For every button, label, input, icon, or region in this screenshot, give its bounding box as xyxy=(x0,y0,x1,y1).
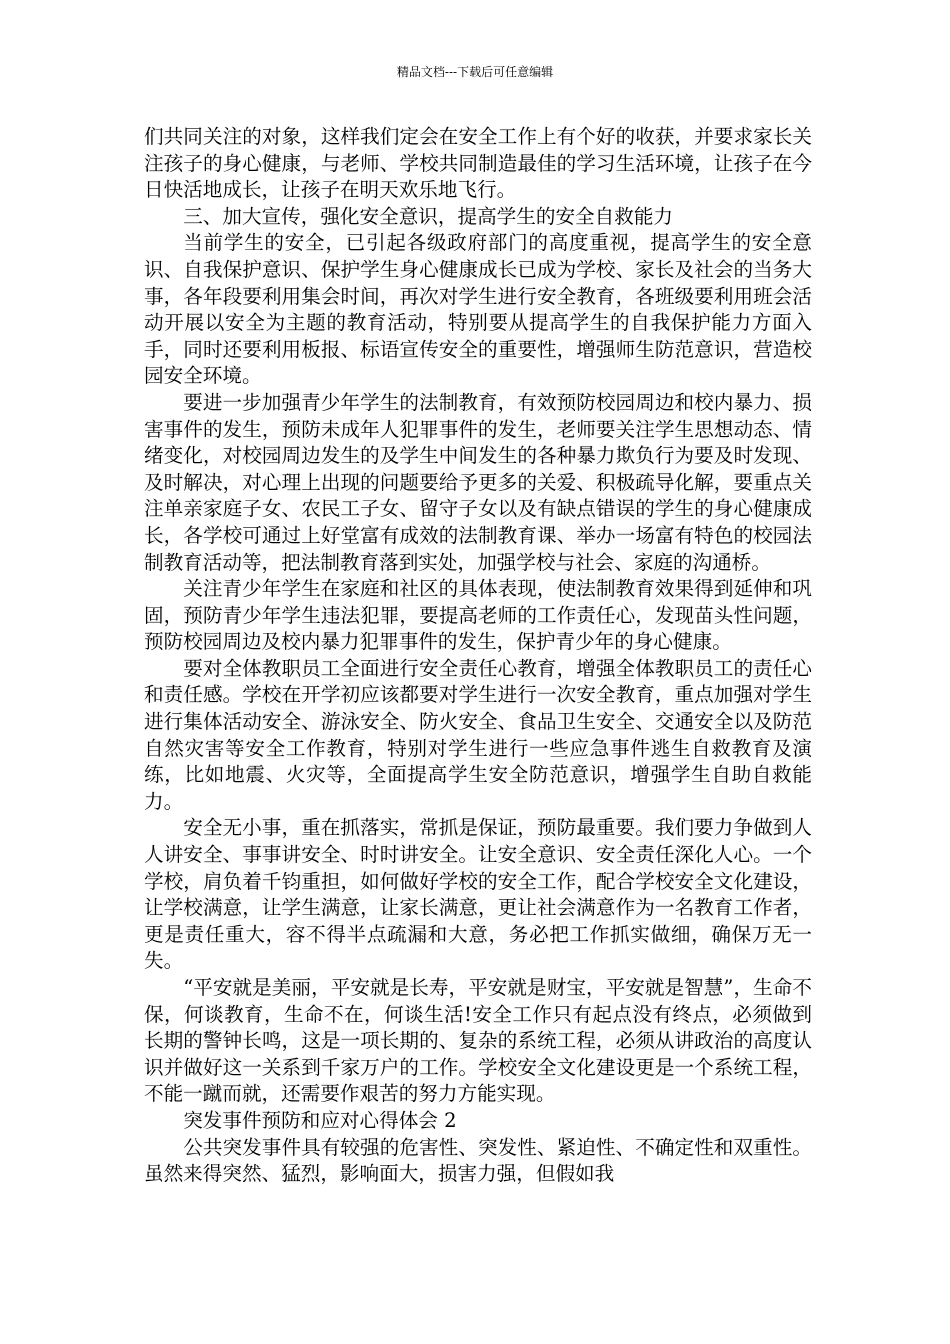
paragraph: 要进一步加强青少年学生的法制教育，有效预防校园周边和校内暴力、损害事件的发生，预防未成年人犯罪事件的发生，老师要关注学生思想动态、情绪变化，对校园周边发生的及学生中间发生的各种暴力欺负行为要及时发现、及时解决，对心理上出现的问题要给予更多的关爱、积极疏导化解，要重点关注单亲家庭子女、农民工子女、留守子女以及有缺点错误的学生的身心健康成长，各学校可通过上好堂富有成效的法制教育课、举办一场富有特色的校园法制教育活动等，把法制教育落到实处，加强学校与社会、家庭的沟通桥。 xyxy=(144,390,812,574)
page-header: 精品文档---下载后可任意编辑 xyxy=(396,65,554,79)
section-heading: 三、加大宣传，强化安全意识，提高学生的安全自救能力 xyxy=(183,204,674,228)
paragraph: 关注青少年学生在家庭和社区的具体表现，使法制教育效果得到延伸和巩固，预防青少年学生违法犯罪，要提高老师的工作责任心，发现苗头性问题，预防校园周边及校内暴力犯罪事件的发生，保护青少年的身心健康。 xyxy=(144,577,812,654)
paragraph: 要对全体教职员工全面进行安全责任心教育，增强全体教职员工的责任心和责任感。学校在开学初应该都要对学生进行一次安全教育，重点加强对学生进行集体活动安全、游泳安全、防火安全、食品卫生安全、交通安全以及防范自然灾害等安全工作教育，特别对学生进行一些应急事件逃生自救教育及演练，比如地震、火灾等，全面提高学生安全防范意识，增强学生自助自救能力。 xyxy=(144,656,812,813)
paragraph: 公共突发事件具有较强的危害性、突发性、紧迫性、不确定性和双重性。虽然来得突然、猛烈，影响面大，损害力强，但假如我 xyxy=(144,1135,812,1186)
paragraph: 安全无小事，重在抓落实，常抓是保证，预防最重要。我们要力争做到人人讲安全、事事讲安全、时时讲安全。让安全意识、安全责任深化人心。一个学校，肩负着千钧重担，如何做好学校的安全工作，配合学校安全文化建设，让学校满意，让学生满意，让家长满意，更让社会满意作为一名教育工作者，更是责任重大，容不得半点疏漏和大意，务必把工作抓实做细，确保万无一失。 xyxy=(144,816,812,973)
document-body xyxy=(144,124,812,1188)
article-title: 突发事件预防和应对心得体会 2 xyxy=(183,1108,457,1132)
paragraph-continued: 们共同关注的对象，这样我们定会在安全工作上有个好的收获，并要求家长关注孩子的身心健康，与老师、学校共同制造最佳的学习生活环境，让孩子在今日快活地成长，让孩子在明天欢乐地飞行。 xyxy=(144,125,812,202)
paragraph: “平安就是美丽，平安就是长寿，平安就是财宝，平安就是智慧”，生命不保，何谈教育，生命不在，何谈生活!安全工作只有起点没有终点，必须做到长期的警钟长鸣，这是一项长期的、复杂的系统工程，必须从讲政治的高度认识并做好这一关系到千家万户的工作。学校安全文化建设更是一个系统工程，不能一蹴而就，还需要作艰苦的努力方能实现。 xyxy=(144,976,812,1106)
paragraph: 当前学生的安全，已引起各级政府部门的高度重视，提高学生的安全意识、自我保护意识、保护学生身心健康成长已成为学校、家长及社会的当务大事，各年段要利用集会时间，再次对学生进行安全教育，各班级要利用班会活动开展以安全为主题的教育活动，特别要从提高学生的自我保护能力方面入手，同时还要利用板报、标语宣传安全的重要性，增强师生防范意识，营造校园安全环境。 xyxy=(144,231,812,388)
